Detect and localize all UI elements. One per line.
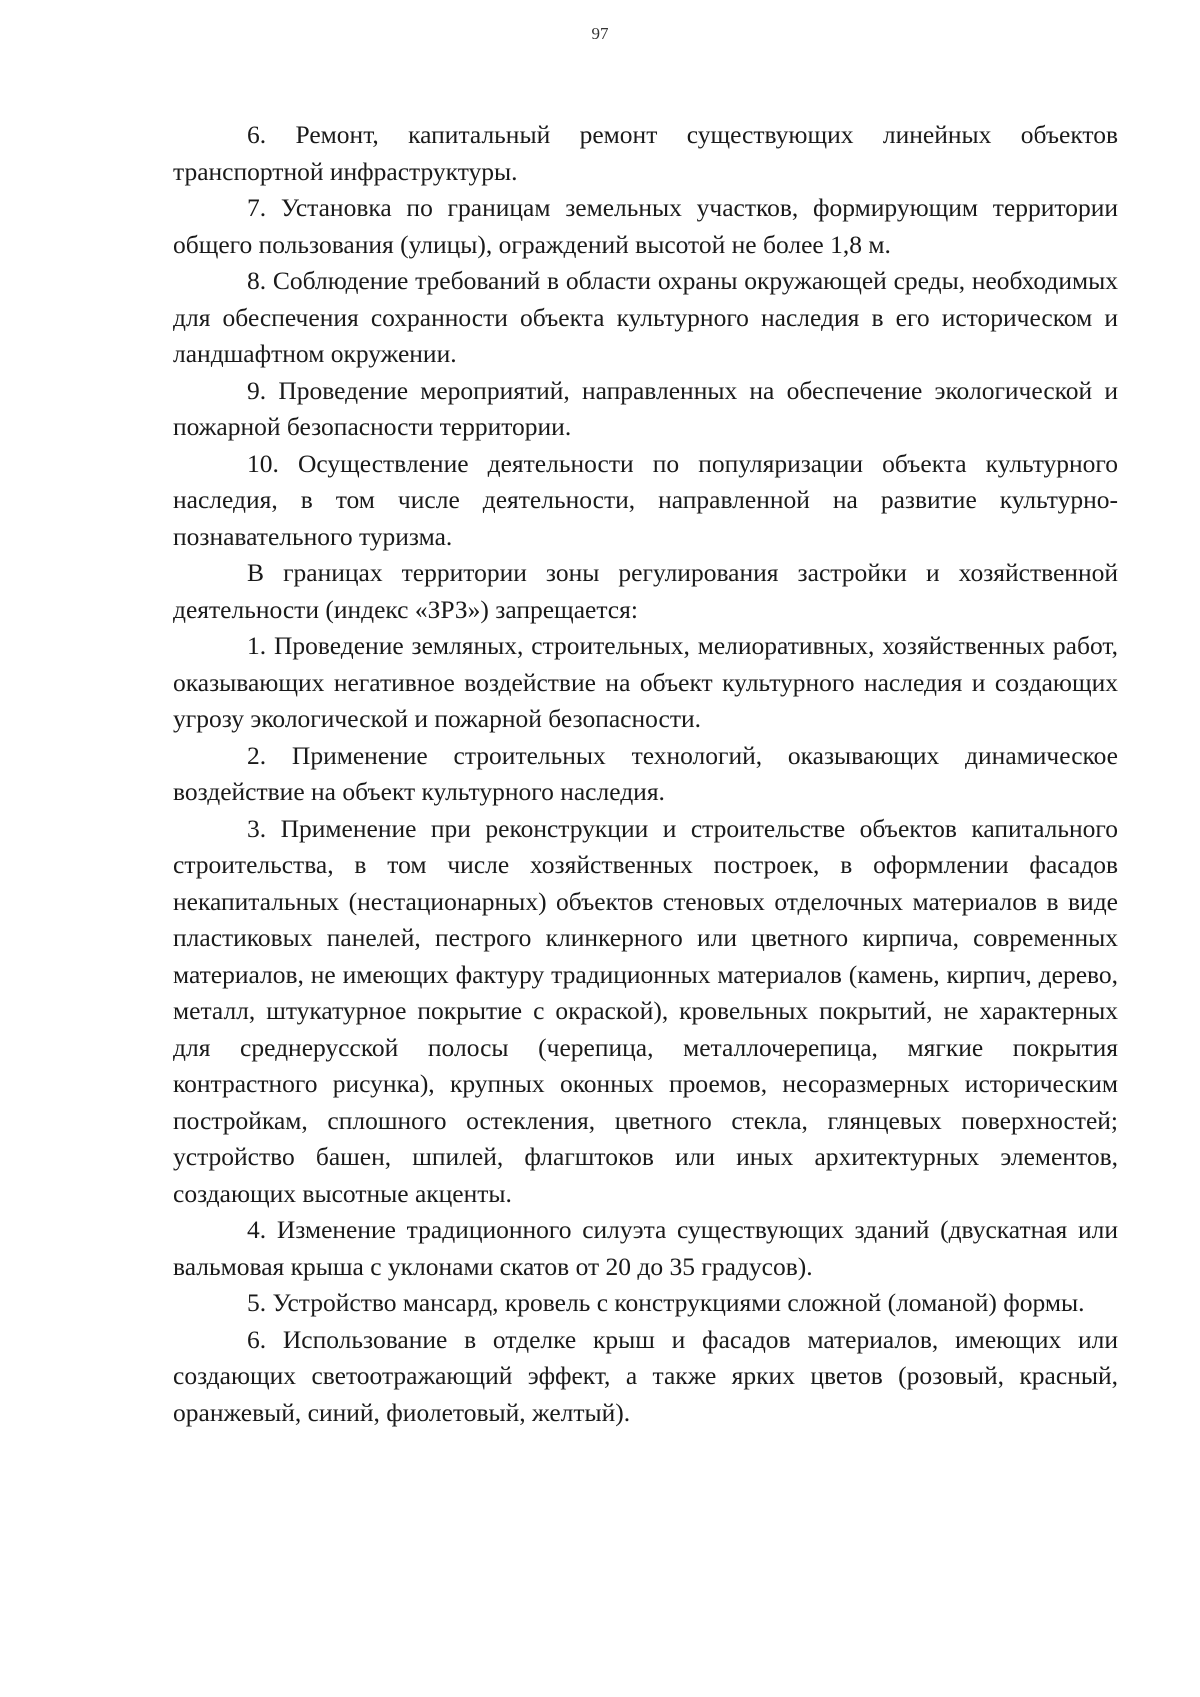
- paragraph-item-9-safety: 9. Проведение мероприятий, направленных на обеспечение экологической и пожарной безопасности территории.: [173, 375, 1118, 441]
- paragraph-item-8-environment: 8. Соблюдение требований в области охраны окружающей среды, необходимых для обеспечения сохранности объекта культурного наследия в его историческом и ландшафтном окружении.: [173, 266, 1118, 368]
- paragraph-prohibition-2-technologies: 2. Применение строительных технологий, оказывающих динамическое воздействие на объект культурного наследия.: [173, 740, 1118, 806]
- paragraph-item-7-fences: 7. Установка по границам земельных участков, формирующим территории общего пользования (улицы), ограждений высотой не более 1,8 м.: [173, 193, 1118, 259]
- paragraph-prohibition-3-materials: 3. Применение при реконструкции и строительстве объектов капитального строительства, в том числе хозяйственных построек, в оформлении фасадов некапитальных (нестационарных) объектов стеновых отделочных материалов в виде пластиковых панелей, пестрого клинкерного или цветного кирпича, современных материалов, не имеющих фактуру традиционных материалов (камень, кирпич, дерево, металл, штукатурное покрытие с окраской), кровельных покрытий, не характерных для среднерусской полосы (черепица, металлочерепица, мягкие покрытия контрастного рисунка), крупных оконных проемов, несоразмерных историческим постройкам, сплошного остекления, цветного стекла, глянцевых поверхностей; устройство башен, шпилей, флагштоков или иных архитектурных элементов, создающих высотные акценты.: [173, 813, 1118, 1208]
- paragraph-item-6-repair: 6. Ремонт, капитальный ремонт существующих линейных объектов транспортной инфраструктуры.: [173, 120, 1118, 186]
- document-body: [173, 117, 1118, 1431]
- paragraph-prohibitions-intro: В границах территории зоны регулирования застройки и хозяйственной деятельности (индекс «ЗРЗ») запрещается:: [173, 558, 1118, 624]
- paragraph-prohibition-4-silhouette: 4. Изменение традиционного силуэта существующих зданий (двускатная или вальмовая крыша с уклонами скатов от 20 до 35 градусов).: [173, 1215, 1118, 1281]
- paragraph-item-10-popularization: 10. Осуществление деятельности по популяризации объекта культурного наследия, в том числе деятельности, направленной на развитие культурно-познавательного туризма.: [173, 448, 1118, 551]
- page-number: 97: [591, 24, 609, 43]
- paragraph-prohibition-6-colors: 6. Использование в отделке крыш и фасадов материалов, имеющих или создающих светоотражающий эффект, а также ярких цветов (розовый, красный, оранжевый, синий, фиолетовый, желтый).: [173, 1324, 1118, 1427]
- paragraph-prohibition-1-works: 1. Проведение земляных, строительных, мелиоративных, хозяйственных работ, оказывающих негативное воздействие на объект культурного наследия и создающих угрозу экологической и пожарной безопасности.: [173, 631, 1118, 733]
- paragraph-prohibition-5-mansards: 5. Устройство мансард, кровель с конструкциями сложной (ломаной) формы.: [247, 1288, 1085, 1317]
